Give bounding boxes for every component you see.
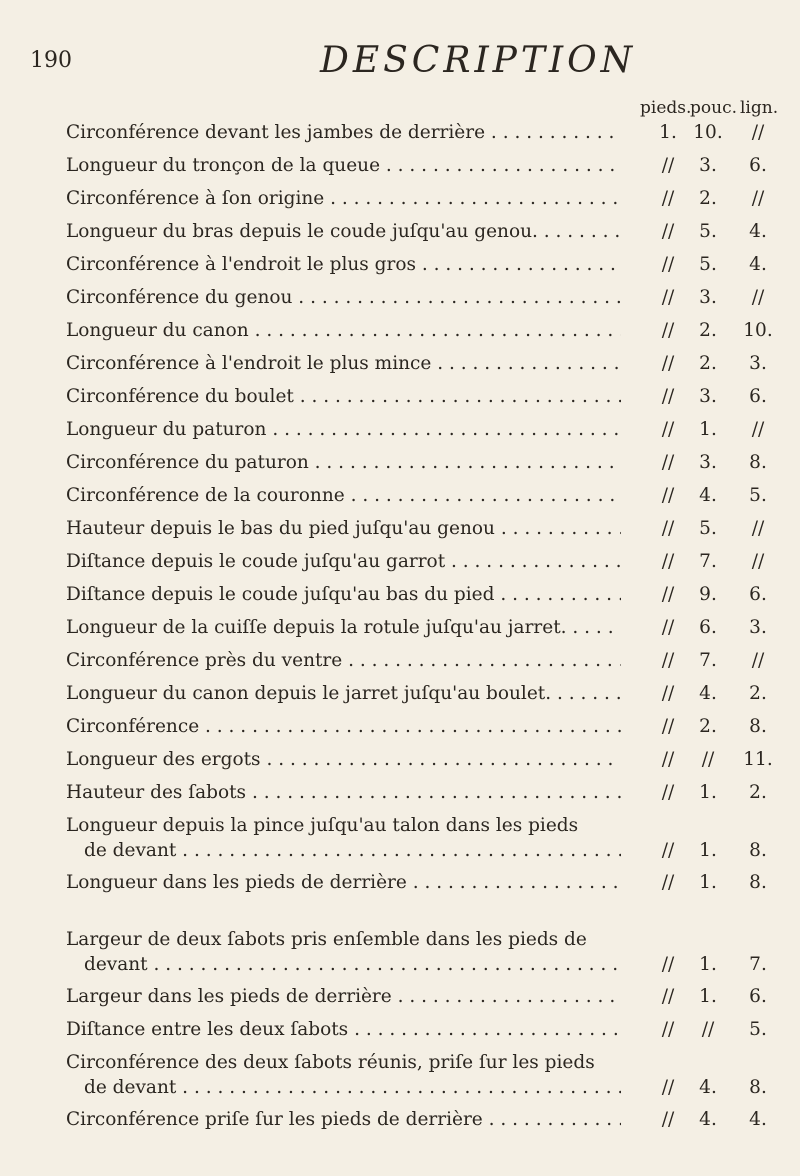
value-pieds: // [661, 221, 675, 242]
measurement-label [66, 1050, 621, 1100]
measurement-label-text: Diſtance depuis le coude juſqu'au bas du pied . . . [66, 584, 621, 605]
value-pieds: // [661, 782, 675, 803]
value-lignes: 3. [749, 353, 767, 374]
value-pouces: 5. [699, 221, 717, 242]
value-pouces: 3. [699, 386, 717, 407]
value-pieds: // [661, 518, 675, 539]
value-lignes: 8. [749, 452, 767, 473]
measurement-label-continuation: de devant . . . [84, 1077, 621, 1098]
measurement-label-text: Largeur dans les pieds de derrière . . . [66, 986, 621, 1007]
value-lignes: // [751, 287, 765, 308]
value-pouces: 2. [699, 716, 717, 737]
value-pouces: 5. [699, 518, 717, 539]
value-pouces: 6. [699, 617, 717, 638]
value-lignes: 5. [749, 1019, 767, 1040]
value-pouces: 7. [699, 551, 717, 572]
measurement-label-text: Longueur depuis la pince juſqu'au talon dans les pieds [66, 815, 579, 836]
value-pouces: 2. [699, 188, 717, 209]
value-pieds: // [661, 419, 675, 440]
column-header-pouces: pouc. [690, 98, 737, 118]
measurement-label [66, 252, 621, 277]
running-title: DESCRIPTION [320, 40, 637, 81]
value-pouces: 4. [699, 683, 717, 704]
measurement-label [66, 318, 621, 343]
measurement-label [66, 384, 621, 409]
measurement-label [66, 219, 621, 244]
measurement-label-text: Largeur de deux ſabots pris enſemble dans les pieds de [66, 929, 587, 950]
measurement-label [66, 615, 621, 640]
value-pouces: 1. [699, 872, 717, 893]
value-pieds: // [661, 584, 675, 605]
value-pieds: // [661, 683, 675, 704]
value-pieds: // [661, 954, 675, 975]
measurement-label-text: Longueur de la cuiſſe depuis la rotule juſqu'au jarret. . . . [66, 617, 621, 638]
value-pouces: 3. [699, 287, 717, 308]
value-pieds: // [661, 155, 675, 176]
measurement-label-text: Circonférence du paturon . . . [66, 452, 621, 473]
value-pieds: // [661, 287, 675, 308]
measurement-label [66, 681, 621, 706]
value-pieds: // [661, 320, 675, 341]
value-lignes: 5. [749, 485, 767, 506]
column-header-pieds: pieds. [640, 98, 692, 118]
value-lignes: 7. [749, 954, 767, 975]
value-lignes: 10. [743, 320, 773, 341]
value-pieds: // [661, 353, 675, 374]
value-pouces: // [701, 749, 715, 770]
measurement-label-text: Longueur du tronçon de la queue . . . [66, 155, 621, 176]
measurement-label-text: Circonférence des deux ſabots réunis, priſe ſur les pieds [66, 1052, 595, 1073]
measurement-label-text: Circonférence près du ventre . . . [66, 650, 621, 671]
value-pieds: // [661, 617, 675, 638]
page-header [0, 40, 800, 90]
value-pouces: 1. [699, 782, 717, 803]
measurement-label-text: Longueur dans les pieds de derrière . . . [66, 872, 621, 893]
value-lignes: 3. [749, 617, 767, 638]
measurement-label [66, 450, 621, 475]
value-pieds: // [661, 1077, 675, 1098]
value-lignes: 11. [743, 749, 773, 770]
measurement-label-text: Circonférence du boulet . . . [66, 386, 621, 407]
value-pieds: // [661, 551, 675, 572]
measurement-label [66, 153, 621, 178]
value-pouces: 2. [699, 320, 717, 341]
value-pieds: // [661, 749, 675, 770]
value-pieds: // [661, 986, 675, 1007]
measurement-label [66, 648, 621, 673]
column-header-lignes: lign. [740, 98, 779, 118]
value-lignes: // [751, 650, 765, 671]
value-pieds: // [661, 1019, 675, 1040]
value-pieds: // [661, 650, 675, 671]
value-lignes: 4. [749, 221, 767, 242]
value-lignes: 8. [749, 840, 767, 861]
value-pieds: // [661, 485, 675, 506]
measurement-label-continuation: devant . . . [84, 954, 621, 975]
measurement-label [66, 780, 621, 805]
value-lignes: // [751, 122, 765, 143]
value-lignes: 8. [749, 1077, 767, 1098]
value-lignes: 8. [749, 716, 767, 737]
measurement-label-text: Circonférence à l'endroit le plus mince . . . [66, 353, 621, 374]
measurement-label [66, 984, 621, 1009]
value-pieds: // [661, 716, 675, 737]
measurement-label-text: Circonférence de la couronne . . . [66, 485, 621, 506]
measurement-label [66, 417, 621, 442]
value-pouces: 4. [699, 485, 717, 506]
value-lignes: 2. [749, 683, 767, 704]
measurement-label-text: Diſtance depuis le coude juſqu'au garrot . . . [66, 551, 621, 572]
value-pouces: 3. [699, 452, 717, 473]
value-pouces: // [701, 1019, 715, 1040]
value-pouces: 4. [699, 1109, 717, 1130]
measurement-label-text: Circonférence . . . [66, 716, 621, 737]
measurement-label-text: Hauteur depuis le bas du pied juſqu'au genou . . . [66, 518, 621, 539]
measurement-label-text: Circonférence du genou . . . [66, 287, 621, 308]
measurement-label-text: Circonférence priſe ſur les pieds de derrière . . . [66, 1109, 621, 1130]
value-pouces: 5. [699, 254, 717, 275]
value-pouces: 1. [699, 954, 717, 975]
value-pouces: 9. [699, 584, 717, 605]
measurement-label [66, 813, 621, 863]
value-pieds: // [661, 872, 675, 893]
measurement-label [66, 747, 621, 772]
measurement-label-text: Longueur du canon . . . [66, 320, 621, 341]
value-pouces: 1. [699, 986, 717, 1007]
measurement-label [66, 516, 621, 541]
value-lignes: 6. [749, 386, 767, 407]
value-lignes: // [751, 419, 765, 440]
measurement-label [66, 483, 621, 508]
value-pieds: 1. [659, 122, 677, 143]
value-lignes: // [751, 188, 765, 209]
value-lignes: 4. [749, 254, 767, 275]
value-lignes: // [751, 518, 765, 539]
value-pieds: // [661, 1109, 675, 1130]
value-pieds: // [661, 254, 675, 275]
page-number: 190 [30, 48, 72, 73]
measurement-label-text: Longueur du canon depuis le jarret juſqu'au boulet. . . . [66, 683, 621, 704]
measurement-label-text: Hauteur des ſabots . . . [66, 782, 621, 803]
value-pieds: // [661, 840, 675, 861]
measurement-label [66, 1017, 621, 1042]
measurement-label-text: Diſtance entre les deux ſabots . . . [66, 1019, 621, 1040]
value-lignes: 6. [749, 155, 767, 176]
value-pouces: 1. [699, 419, 717, 440]
measurement-label [66, 1107, 621, 1132]
value-pouces: 10. [693, 122, 723, 143]
measurement-label-continuation: de devant . . . [84, 840, 621, 861]
value-pouces: 3. [699, 155, 717, 176]
measurement-label-text: Longueur du bras depuis le coude juſqu'au genou. . . . [66, 221, 621, 242]
measurement-label [66, 714, 621, 739]
measurement-label-text: Circonférence à l'endroit le plus gros . . . [66, 254, 621, 275]
measurement-label [66, 285, 621, 310]
value-pouces: 4. [699, 1077, 717, 1098]
measurement-label [66, 582, 621, 607]
measurement-label [66, 351, 621, 376]
measurement-label [66, 549, 621, 574]
measurement-label-text: Circonférence à ſon origine . . . [66, 188, 621, 209]
value-lignes: 6. [749, 584, 767, 605]
measurement-label [66, 120, 621, 145]
value-lignes: 2. [749, 782, 767, 803]
measurement-label-text: Longueur des ergots . . . [66, 749, 621, 770]
measurement-label [66, 927, 621, 977]
value-pouces: 2. [699, 353, 717, 374]
value-pieds: // [661, 386, 675, 407]
value-pouces: 7. [699, 650, 717, 671]
measurement-label [66, 186, 621, 211]
value-lignes: 8. [749, 872, 767, 893]
measurement-label-text: Longueur du paturon . . . [66, 419, 621, 440]
value-pieds: // [661, 452, 675, 473]
value-lignes: 6. [749, 986, 767, 1007]
value-lignes: // [751, 551, 765, 572]
value-pieds: // [661, 188, 675, 209]
value-pouces: 1. [699, 840, 717, 861]
measurement-label [66, 870, 621, 895]
measurement-label-text: Circonférence devant les jambes de derrière . . . [66, 122, 621, 143]
value-lignes: 4. [749, 1109, 767, 1130]
